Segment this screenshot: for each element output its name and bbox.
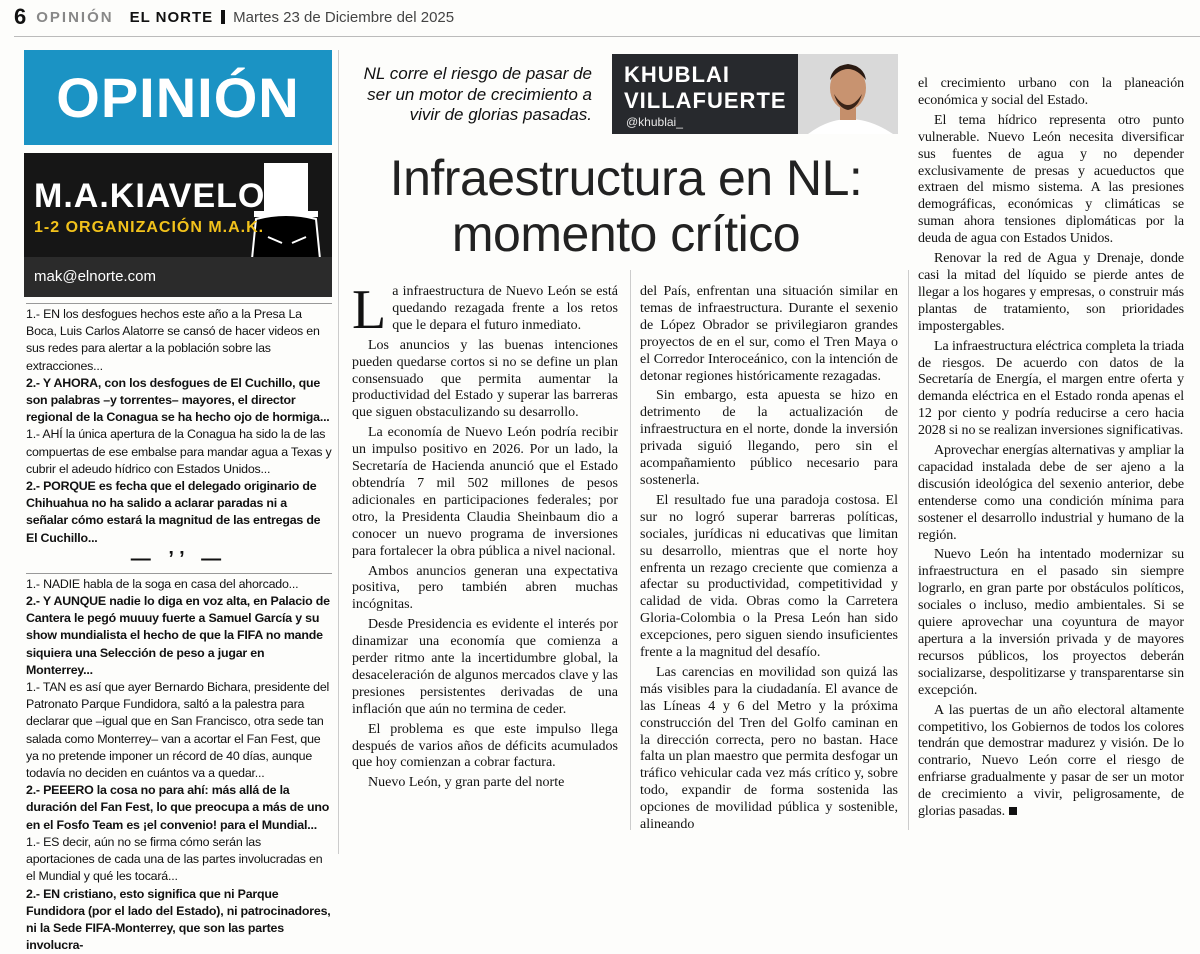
opinion-banner	[24, 50, 332, 145]
header-rule	[14, 36, 1200, 37]
article-paragraph: Las carencias en movilidad son quizá las más visibles para la ciudadanía. El avance de las Líneas 4 y 6 del Metro y la próxima construcción del Tren del Golfo caminan en la dirección correcta, pero no bastan. Hace falta un plan maestro que permita desfogar un tráfico vehicular cada vez más crítico y, sobre todo, expandir de forma sostenida las opciones de movilidad pública y sostenible, alineando	[640, 665, 898, 834]
article-paragraph: Nuevo León ha intentado modernizar su infraestructura en el pasado sin siempre lograrlo, en gran parte por obstáculos políticos, sociales o incluso, medio ambientales. Si se quiere aprovechar una coyuntura de mayor apertura a la inversión privada y de mayores recursos públicos, los proyectos deberán socializarse, despolitizarse y transparentarse sin excepción.	[918, 547, 1184, 699]
page-number: 6	[14, 4, 26, 30]
pull-quote: NL corre el riesgo de pasar de ser un motor de crecimiento a vivir de glorias pasadas.	[346, 64, 592, 126]
mak-item: 2.- PORQUE es fecha que el delegado originario de Chihuahua no ha salido a aclarar paradas ni a señalar cómo estará la magnitud de las entregas de El Cuchillo...	[26, 478, 332, 547]
page-header	[0, 0, 1200, 34]
mak-items	[24, 297, 332, 954]
mak-header	[24, 153, 332, 297]
publication-name: EL NORTE	[130, 9, 214, 26]
column-name: M.A.KIAVELO	[34, 177, 265, 216]
mak-item: 2.- PEEERO la cosa no para ahí: más allá de la duración del Fan Fest, lo que preocupa a más de uno en el Fosfo Team es ¡el convenio! para el Mundial...	[26, 782, 332, 834]
mak-item: 2.- Y AHORA, con los desfogues de El Cuchillo, que son palabras –y torrentes– mayores, el director regional de la Conagua se ha hecho ojo de hormiga...	[26, 375, 332, 427]
mak-item: 1.- NADIE habla de la soga en casa del ahorcado...	[26, 576, 332, 593]
article-paragraph: El tema hídrico representa otro punto vulnerable. Nuevo León necesita diversificar sus fuentes de agua y no depender exclusivamente de presas y acueductos que extraen del mismo sistema. A las presiones demográficas, económicas y climáticas se suman ahora tensiones diplomáticas por la deuda de agua con Estados Unidos.	[918, 113, 1184, 248]
author-first-name: KHUBLAI	[624, 62, 730, 88]
author-last-name: VILLAFUERTE	[624, 88, 787, 114]
author-handle: @khublai_	[626, 115, 683, 129]
article-paragraph: La infraestructura eléctrica completa la triada de riesgos. De acuerdo con datos de la Secretaría de Energía, el margen entre oferta y demanda eléctrica en el Estado ronda apenas el 12 por ciento y podría reducirse a cero hacia 2028 si no se realizan inversiones significativas.	[918, 339, 1184, 440]
article-paragraph: el crecimiento urbano con la planeación económica y social del Estado.	[918, 76, 1184, 110]
article-paragraph-text: a infraestructura de Nuevo León se está quedando rezagada frente a los retos que le depara el futuro inmediato.	[392, 284, 618, 333]
mak-column	[24, 50, 332, 854]
column-email: mak@elnorte.com	[24, 257, 332, 297]
headline-line: momento crítico	[352, 206, 900, 262]
mak-item: 2.- Y AUNQUE nadie lo diga en voz alta, en Palacio de Cantera le pegó muuuy fuerte a Samuel García y su show mundialista el hecho de que la FIFA no mande siquiera una Selección de peso a jugar en Monterrey...	[26, 593, 332, 679]
article-column-1	[352, 284, 618, 792]
column-divider	[630, 270, 631, 830]
article-paragraph: Desde Presidencia es evidente el interés por dinamizar una economía que comienza a perder ritmo ante la incertidumbre global, la desaceleración de algunos mercados clave y las presiones persistentes derivadas de una inflación que aún no termina de ceder.	[352, 617, 618, 718]
divider	[26, 573, 332, 574]
mak-item: 1.- TAN es así que ayer Bernardo Bichara, presidente del Patronato Parque Fundidora, saltó a la palestra para declarar que –igual que en San Francisco, otra sede tan salada como Monterrey– van a acortar el Fan Fest, que ya no pretende imponer un récord de 40 días, aunque todavía no deciden en cuántos va a quedar...	[26, 679, 332, 782]
opinion-banner-title: OPINIÓN	[56, 65, 299, 130]
header-divider	[221, 10, 225, 24]
divider	[26, 303, 332, 304]
article-paragraph: del País, enfrentan una situación similar en temas de infraestructura. Durante el sexenio de López Obrador se privilegiaron grandes proyectos de en el sur, como el Tren Maya o el Corredor Interoceánico, con la intención de detonar regiones históricamente rezagadas.	[640, 284, 898, 385]
section-name: OPINIÓN	[36, 9, 113, 26]
mak-item: 1.- AHÍ la única apertura de la Conagua ha sido la de las compuertas de ese embalse para mandar agua a Texas y cubrir el adeudo hídrico con Estados Unidos...	[26, 426, 332, 478]
article-paragraph: Nuevo León, y gran parte del norte	[352, 775, 618, 792]
article-paragraph: El resultado fue una paradoja costosa. El sur no logró superar barreras políticas, sociales, jurídicas ni educativas que limitan su desarrollo, mientras que el norte hoy enfrenta un rezago creciente que comienza a afectar su productividad, competitividad y calidad de vida. Obras como la Carretera Gloria-Colombia o la Presa León han sido excepciones, pero siguen siendo insuficientes frente a la magnitud del desafío.	[640, 493, 898, 662]
mak-item: 1.- EN los desfogues hechos este año a la Presa La Boca, Luis Carlos Alatorre se cansó de hacer videos en sus redes para alertar a la población sobre las extracciones...	[26, 306, 332, 375]
headline-line: Infraestructura en NL:	[352, 150, 900, 206]
author-photo	[798, 54, 898, 134]
end-mark-icon	[1009, 807, 1017, 815]
article-paragraph: Los anuncios y las buenas intenciones pueden quedarse cortos si no se define un plan consensuado que permita aumentar la productividad del Estado y superar las barreras que siguen obstaculizando su desarrollo.	[352, 338, 618, 423]
article-column-2	[640, 284, 898, 834]
article-paragraph: El problema es que este impulso llega después de varios años de déficits acumulados que hoy comienzan a cobrar factura.	[352, 722, 618, 773]
section-separator: — ’’ —	[26, 547, 332, 571]
article-paragraph-text: A las puertas de un año electoral altamente competitivo, los Gobiernos de todos los colores tendrán que demostrar madurez y visión. De lo contrario, Nuevo León corre el riesgo de enfriarse gradualmente y pasar de ser un motor de crecimiento a vivir, peligrosamente, de glorias pasadas.	[918, 703, 1184, 819]
article-paragraph: La economía de Nuevo León podría recibir un impulso positivo en 2026. Por un lado, la Secretaría de Hacienda anunció que el Estado obtendría 7 mil 502 millones de pesos adicionales en participaciones federales; por otro, la Presidenta Claudia Sheinbaum dio a conocer un nuevo programa de inversiones para fortalecer la obra pública a nivel nacional.	[352, 425, 618, 560]
headline	[352, 150, 900, 262]
article-paragraph: Aprovechar energías alternativas y ampliar la capacidad instalada debe de ser ajeno a la discusión ideológica del sexenio anterior, debe entenderse como una condición mínima para sostener el desarrollo industrial y humano de la región.	[918, 443, 1184, 544]
article-column-3	[918, 76, 1184, 821]
article-paragraph: Sin embargo, esta apuesta se hizo en detrimento de la actualización de infraestructura en el norte, donde la inversión privada siguió llegando, pero sin el acompañamiento público necesario para sostenerla.	[640, 388, 898, 489]
article-paragraph: Renovar la red de Agua y Drenaje, donde casi la mitad del líquido se pierde antes de llegar a los hogares y empresas, o construir más plantas de tratamiento, son prioridades impostergables.	[918, 251, 1184, 336]
article-paragraph: Ambos anuncios generan una expectativa positiva, pero también abren muchas incógnitas.	[352, 564, 618, 615]
column-subtitle: 1-2 ORGANIZACIÓN M.A.K.	[34, 219, 264, 237]
mak-item: 1.- ES decir, aún no se firma cómo serán las aportaciones de cada una de las partes involucradas en el Mundial y qué les tocará...	[26, 834, 332, 886]
column-divider	[908, 270, 909, 830]
article-paragraph	[352, 284, 618, 335]
column-divider	[338, 50, 339, 854]
issue-date: Martes 23 de Diciembre del 2025	[233, 9, 454, 26]
article-paragraph	[918, 703, 1184, 821]
mak-item: 2.- EN cristiano, esto significa que ni Parque Fundidora (por el lado del Estado), ni patrocinadores, ni la Sede FIFA-Monterrey, que son las partes involucra-	[26, 886, 332, 954]
drop-cap: L	[352, 288, 386, 332]
author-box	[612, 54, 898, 134]
